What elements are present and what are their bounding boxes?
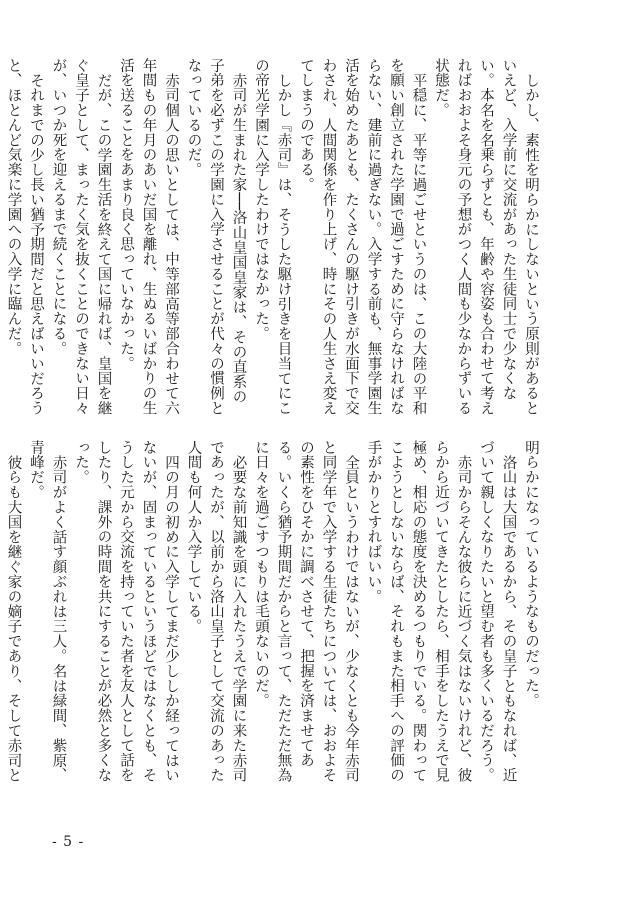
paragraph: 全員というわけではないが、少なくとも今年赤司と同学年で入学する生徒たちについては、おおよその素性をひそかに調べさせて、把握を済ませてある。いくら猶予期間だからと言って、ただただ無為に日々を過ごすつもりは毛頭ないのだ。 — [253, 440, 359, 783]
paragraph: だが、この学園生活を終えて国に帰れば、皇国を継ぐ皇子として、まったく気を抜くことのできない日々が、いつか死を迎えるまで続くことになる。 — [50, 58, 112, 416]
text-block-upper — [5, 58, 542, 416]
paragraph: 四の月の初めに入学してまだ少ししか経ってはいないが、固まっているというほどではなくとも、そうした元から交流を持っていた者を友人として話をしたり、課外の時間を共にすることが必然と多くなった。 — [73, 440, 179, 783]
paragraph: 赤司がよく話す顔ぶれは三人。名は緑間、紫原、青峰だ。 — [28, 440, 67, 783]
paragraph: 必要な前知識を頭に入れたうえで学園に来た赤司であったが、以前から洛山皇子として交流のあった人間も何人か入学している。 — [185, 440, 247, 783]
paragraph: しかし『赤司』は、そうした駆け引きを目当てにこの帝光学園に入学したわけではなかった。 — [253, 58, 292, 416]
paragraph: それまでの少し長い猶予期間だと思えばいいだろうと、ほとんど気楽に学園への入学に臨んだ。 — [5, 58, 44, 416]
paragraph: 洛山は大国であるから、その皇子ともなれば、近づいて親しくなりたいと望む者も多くいるだろう。 — [478, 440, 517, 783]
paragraph: 平穏に、平等に過ごせというのは、この大陸の平和を願い創立された学園で過ごすために守らなければならない、建前に過ぎない。入学する前も、無事学園生活を始めたあとも、たくさんの駆け引きが水面下で交わされ、人間関係を作り上げ、時にその人生さえ変えてしまうのである。 — [298, 58, 427, 416]
paragraph: しかし、素性を明らかにしないという原則があるといえど、入学前に交流があった生徒同士で少なくない。本名を名乗らずとも、年齢や容姿も合わせて考えればおおよそ身元の予想がつく人間も少なからずいる状態だ。 — [433, 58, 539, 416]
page-number: - 5 - — [52, 834, 85, 850]
paragraph: 赤司個人の思いとしては、中等部高等部合わせて六年間もの年月のあいだ国を離れ、生ぬるいばかりの生活を送ることをあまり良く思っていなかった。 — [118, 58, 179, 416]
paragraph: 彼らも大国を継ぐ家の嫡子であり、そして赤司と — [5, 454, 22, 783]
paragraph — [0, 58, 2, 416]
paragraph: 赤司からそんな彼らに近づく気はないけれど、彼らから近づいてきたとしたら、相手をしたうえで見極め、相応の態度を決めるつもりでいる。関わってこようとしないならば、それもまた相手への評価の手がかりとすればいい。 — [365, 440, 472, 783]
text-block-lower — [5, 440, 542, 796]
paragraph: 明らかになっているようなものだった。 — [523, 440, 539, 709]
paragraph: 赤司が生まれた家──洛山皇国皇家は、その直系の子弟を必ずこの学園に入学させることが代々の慣例となっているのだ。 — [185, 58, 247, 416]
